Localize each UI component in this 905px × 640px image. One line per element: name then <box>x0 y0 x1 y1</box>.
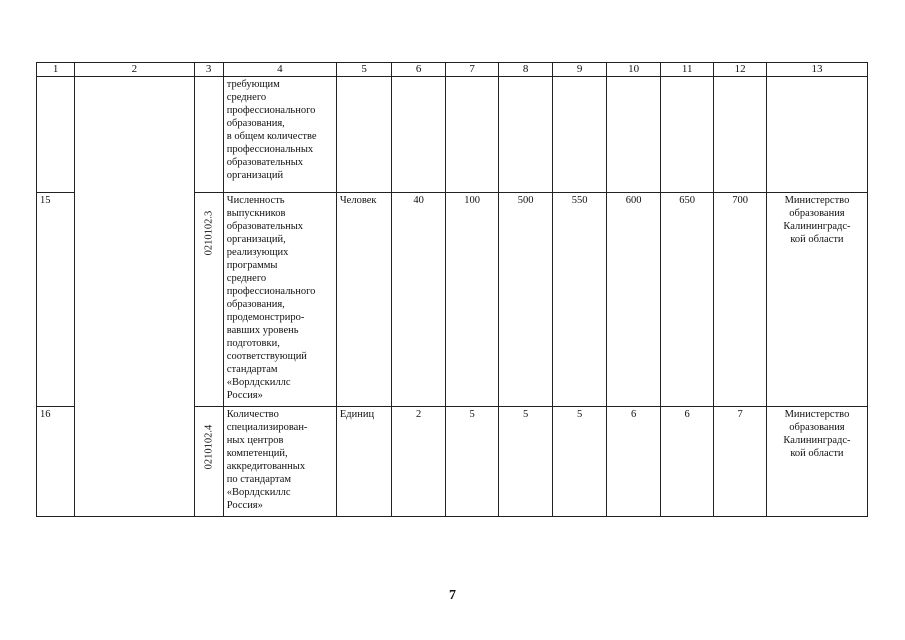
cell-name <box>223 193 336 407</box>
cell-value: 40 <box>392 193 446 407</box>
cell-value: 7 <box>714 407 767 517</box>
column-header-6: 6 <box>392 63 446 77</box>
column-header-13: 13 <box>766 63 867 77</box>
column-header-3: 3 <box>194 63 223 77</box>
indicator-name-text: Численность выпускников образовательных организаций, реализующих программы среднего профессионального образования, продемонстриро- вавших уровень подготовки, соответствующий стандартам «Ворлдскиллс Россия» <box>226 195 316 402</box>
cell-num: 15 <box>37 193 75 407</box>
cell-value: 6 <box>607 407 661 517</box>
cell-unit <box>336 77 392 193</box>
cell-value: 100 <box>445 193 499 407</box>
cell-value <box>660 77 714 193</box>
cell-value: 700 <box>714 193 767 407</box>
column-header-5: 5 <box>336 63 392 77</box>
indicator-name-text: требующим среднего профессионального образования, в общем количестве профессиональных образовательных организаций <box>226 79 317 182</box>
page-number: 7 <box>449 588 456 603</box>
table-row-continuation <box>37 77 868 193</box>
cell-num <box>37 77 75 193</box>
cell-value <box>552 77 607 193</box>
cell-group-merged <box>75 77 194 517</box>
cell-code <box>194 77 223 193</box>
cell-value <box>607 77 661 193</box>
column-header-2: 2 <box>75 63 194 77</box>
column-header-10: 10 <box>607 63 661 77</box>
cell-value <box>714 77 767 193</box>
cell-value <box>445 77 499 193</box>
cell-code <box>194 407 223 517</box>
indicator-code: 0210102.4 <box>203 424 215 470</box>
cell-value: 600 <box>607 193 661 407</box>
cell-value: 5 <box>552 407 607 517</box>
cell-value: 5 <box>499 407 553 517</box>
cell-code <box>194 193 223 407</box>
cell-value: 6 <box>660 407 714 517</box>
cell-value: 5 <box>445 407 499 517</box>
cell-name-continuation <box>223 77 336 193</box>
cell-value <box>499 77 553 193</box>
cell-unit: Единиц <box>336 407 392 517</box>
cell-value: 2 <box>392 407 446 517</box>
cell-value <box>392 77 446 193</box>
column-header-1: 1 <box>37 63 75 77</box>
column-header-7: 7 <box>445 63 499 77</box>
responsible-text: Министерство образования Калининградс- кой области <box>783 195 851 246</box>
indicator-name-text: Количество специализирован- ных центров компетенций, аккредитованных по стандартам «Ворлдскиллс Россия» <box>226 409 308 512</box>
column-header-9: 9 <box>552 63 607 77</box>
cell-name <box>223 407 336 517</box>
cell-value: 650 <box>660 193 714 407</box>
indicator-code: 0210102.3 <box>203 210 215 256</box>
cell-responsible <box>766 77 867 193</box>
cell-unit: Человек <box>336 193 392 407</box>
cell-value: 550 <box>552 193 607 407</box>
column-header-8: 8 <box>499 63 553 77</box>
column-header-4: 4 <box>223 63 336 77</box>
cell-value: 500 <box>499 193 553 407</box>
cell-responsible <box>766 407 867 517</box>
cell-num: 16 <box>37 407 75 517</box>
header-row <box>37 63 868 77</box>
indicator-table <box>36 62 868 517</box>
responsible-text: Министерство образования Калининградс- кой области <box>783 409 851 460</box>
cell-responsible <box>766 193 867 407</box>
column-header-11: 11 <box>660 63 714 77</box>
column-header-12: 12 <box>714 63 767 77</box>
